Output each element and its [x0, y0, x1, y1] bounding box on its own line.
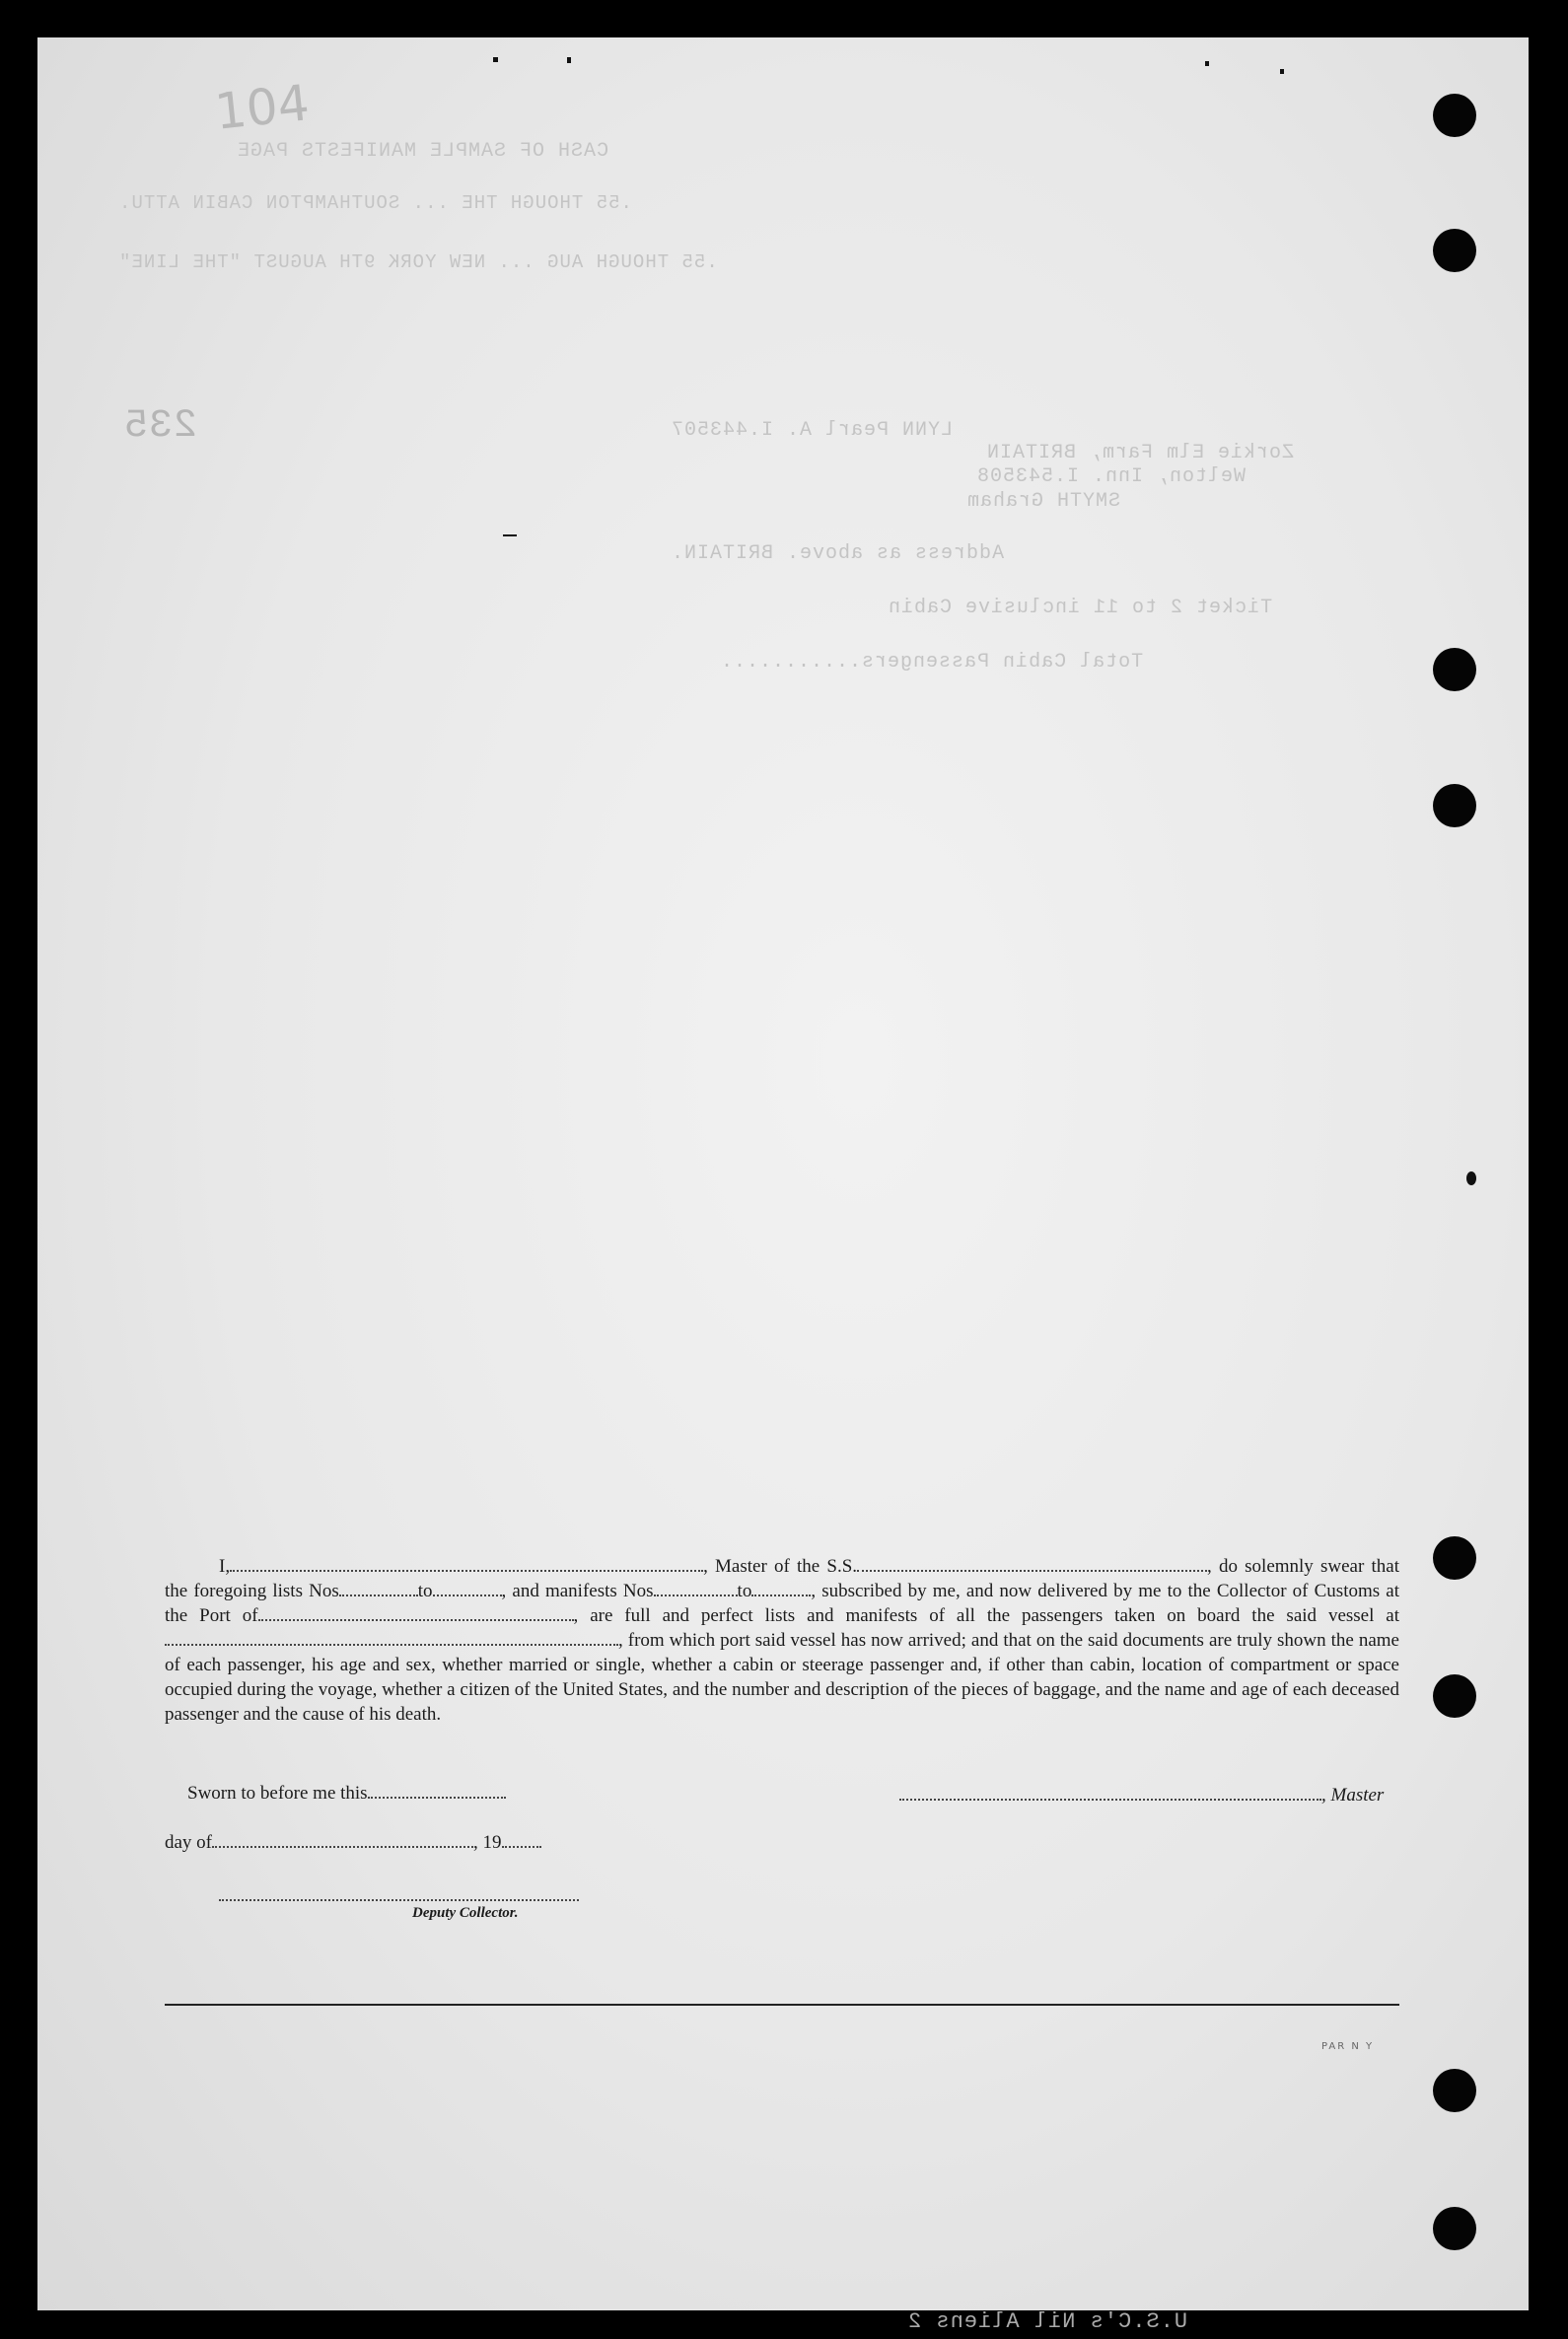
punch-hole — [1433, 784, 1476, 827]
oath-text: , subscribed by me, and now — [811, 1581, 1033, 1601]
oath-text: to — [417, 1581, 433, 1601]
punch-hole — [1433, 1536, 1476, 1580]
punch-hole — [1433, 648, 1476, 691]
oath-text: , from which — [618, 1630, 716, 1651]
deputy-signature-line — [219, 1883, 579, 1901]
bleedthrough-bottom: U.S.C's Nil Aliens 2 — [907, 2309, 1188, 2334]
speck — [567, 57, 571, 63]
day-label: day of — [165, 1832, 213, 1853]
punch-hole — [1433, 2207, 1476, 2250]
document-sheet — [37, 37, 1529, 2310]
day-line — [165, 1830, 541, 1854]
punch-hole — [1433, 94, 1476, 137]
bleedthrough-line: CASH OF SAMPLE MANIFESTS PAGE — [237, 140, 609, 163]
bleedthrough-entry: Address as above. BRITAIN. — [671, 542, 1005, 565]
speck — [493, 57, 498, 62]
oath-text: , are full and perfect lists and — [573, 1605, 834, 1626]
punch-hole — [1433, 2069, 1476, 2112]
oath-paragraph — [165, 1554, 1399, 1727]
oath-text: swear that the foregoing lists Nos — [165, 1556, 1399, 1601]
bleedthrough-number: 235 — [123, 404, 198, 449]
bleedthrough-entry: LYNN Pearl A. I.443507 — [671, 419, 954, 442]
bleedthrough-line: .55 THOUGH AUG ... NEW YORK 9TH AUGUST "THE LINE" — [118, 251, 718, 273]
sworn-line — [187, 1781, 506, 1805]
master-label: , Master — [1321, 1785, 1385, 1806]
bleedthrough-entry: SMYTH Graham — [966, 490, 1121, 513]
handwritten-page-number: 104 — [212, 74, 313, 141]
bleedthrough-entry: Zorkie Elm Farm, BRITAIN — [986, 442, 1295, 464]
punch-hole — [1433, 229, 1476, 272]
punch-hole — [1433, 1674, 1476, 1718]
print-mark: PAR N Y — [1321, 2041, 1375, 2052]
sworn-label: Sworn to before me this — [187, 1783, 368, 1804]
speck — [1205, 61, 1209, 66]
oath-text: delivered by me to the Collector of Customs at the Port of — [165, 1581, 1400, 1626]
oath-text: port said vessel has now arrived; and that on the said documents are truly shown the name of each passenger, his age and sex, whether married or single, whether a cabin or steerage passenger and, if other than cabin, location of compartment or space occupied during the voyage, whether a citizen of the United States, and the number and description of the pieces of baggage, and the name and age of each deceased passenger and the cause of his death. — [165, 1630, 1399, 1725]
bleedthrough-entry: Welton, Inn. I.543508 — [976, 465, 1247, 488]
master-signature-line — [899, 1783, 1384, 1807]
divider-line — [165, 2004, 1399, 2006]
oath-text: , do solemnly — [1207, 1556, 1314, 1577]
year-label: , 19 — [473, 1832, 502, 1853]
speck — [1466, 1171, 1476, 1185]
oath-text: I, — [219, 1556, 231, 1577]
oath-text: , Master of the S.S. — [703, 1556, 858, 1577]
speck — [1280, 69, 1284, 74]
oath-text: to — [737, 1581, 752, 1601]
deputy-collector-label: Deputy Collector. — [412, 1905, 519, 1921]
oath-text: , and manifests Nos — [501, 1581, 654, 1601]
bleedthrough-entry: Total Cabin Passengers........... — [720, 651, 1144, 673]
bleedthrough-entry: Ticket 2 to 11 inclusive Cabin — [888, 597, 1273, 619]
bleedthrough-line: .55 THOUGH THE ... SOUTHAMPTON CABIN ATTU. — [118, 192, 632, 214]
oath-text: manifests of all the passengers taken on board the said vessel at — [845, 1605, 1399, 1626]
speck — [503, 534, 517, 536]
